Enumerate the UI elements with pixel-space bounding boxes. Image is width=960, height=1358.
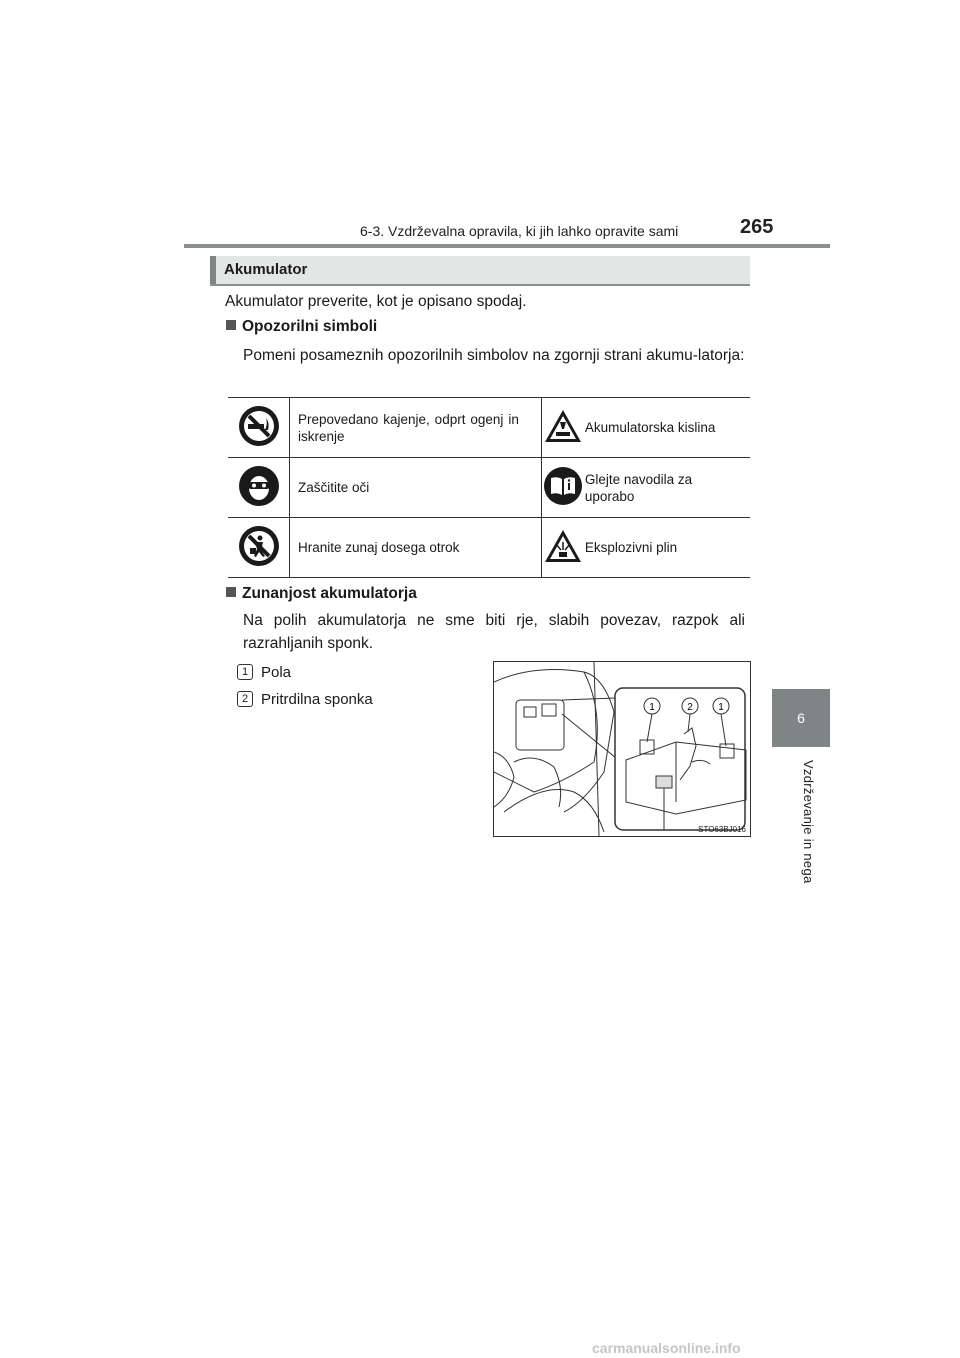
subheading-exterior: [226, 585, 417, 603]
callout-label: Pritrdilna sponka: [261, 691, 373, 708]
symbol-label: Akumulatorska kislina: [585, 398, 750, 458]
section-title: Akumulator: [224, 261, 308, 278]
keep-children-away-icon: [228, 518, 290, 578]
symbol-label: Zaščitite oči: [290, 458, 542, 518]
page-number: 265: [740, 216, 774, 238]
warning-symbols-text: Pomeni posameznih opozorilnih simbolov na zgornji strani akumu-latorja:: [243, 347, 745, 364]
section-title-bar: [210, 256, 750, 286]
chapter-side-label: Vzdrževanje in nega: [801, 760, 816, 884]
symbol-label: Glejte navodila za uporabo: [585, 458, 750, 518]
eye-protection-icon: [228, 458, 290, 518]
symbol-label: Prepovedano kajenje, odprt ogenj in iskrenje: [290, 398, 542, 458]
exterior-text: Na polih akumulatorja ne sme biti rje, slabih povezav, razpok ali razrahljanih sponk.: [243, 612, 745, 652]
bullet-square-icon: [226, 587, 236, 597]
callout-label: Pola: [261, 664, 292, 681]
footer-watermark: carmanualsonline.info: [592, 1340, 741, 1356]
callout-item: [237, 664, 291, 681]
no-smoking-icon: [228, 398, 290, 458]
bullet-square-icon: [226, 320, 236, 330]
chapter-tab: 6: [772, 689, 830, 747]
section-intro: Akumulator preverite, kot je opisano spodaj.: [225, 293, 527, 310]
engine-bay-illustration: [494, 662, 750, 836]
callout-number: 2: [237, 691, 253, 707]
section-accent: [210, 256, 216, 284]
header-rule: [184, 244, 830, 248]
callout-item: [237, 691, 373, 708]
table-row: [228, 518, 750, 578]
subheading-text: Zunanjost akumulatorja: [242, 585, 417, 602]
battery-acid-icon: [541, 398, 585, 458]
subheading-text: Opozorilni simboli: [242, 318, 378, 335]
symbol-label: Hranite zunaj dosega otrok: [290, 518, 542, 578]
figure-code: STO63BJ016: [698, 825, 746, 834]
table-row: [228, 398, 750, 458]
subheading-warning-symbols: [226, 318, 377, 336]
read-manual-icon: [541, 458, 585, 518]
battery-figure: [493, 661, 751, 837]
figure-marker: 1: [649, 702, 655, 713]
figure-marker: 1: [718, 702, 724, 713]
figure-marker: 2: [687, 702, 693, 713]
callout-number: 1: [237, 664, 253, 680]
warning-symbols-table: [228, 397, 750, 578]
chapter-header: 6-3. Vzdrževalna opravila, ki jih lahko opravite sami: [360, 223, 679, 239]
table-row: [228, 458, 750, 518]
explosive-gas-icon: [541, 518, 585, 578]
symbol-label: Eksplozivni plin: [585, 518, 750, 578]
